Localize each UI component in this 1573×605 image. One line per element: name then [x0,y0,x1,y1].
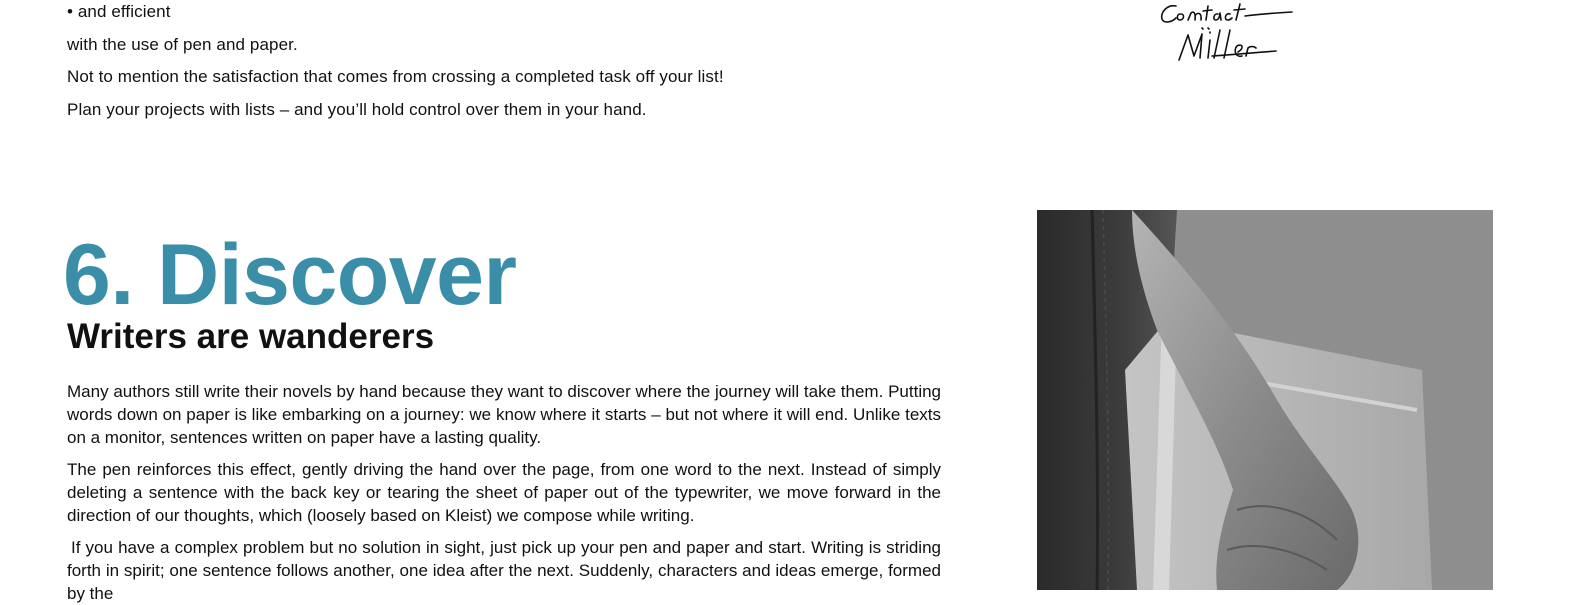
photo-hand-holding-notebook [1037,210,1493,590]
handwritten-signature [1150,0,1300,70]
text-line: with the use of pen and paper. [67,35,298,54]
body-paragraph: If you have a complex problem but no solution in sight, just pick up your pen and paper and start. Writing is striding forth in spirit; one sentence follows another, one idea after the next. Suddenly, characters and ideas emerge, formed by the [67,538,941,603]
body-paragraph: Many authors still write their novels by hand because they want to discover where the journey will take them. Putting words down on paper is like embarking on a journey: we know where it starts – but not where it will end. Unlike texts on a monitor, sentences written on paper have a lasting quality. [67,382,941,447]
text-line: Not to mention the satisfaction that comes from crossing a completed task off your list! [67,67,724,86]
text-line: Plan your projects with lists – and you’ll hold control over them in your hand. [67,100,647,119]
photo-illustration [1037,210,1493,590]
body-paragraph: The pen reinforces this effect, gently driving the hand over the page, from one word to the next. Instead of simply deleting a sentence with the back key or tearing the sheet of paper out of the typewriter, we move forward in the direction of our thoughts, which (loosely based on Kleist) we compose while writing. [67,460,941,525]
section-heading: 6. Discover [63,227,517,323]
section-subheading: Writers are wanderers [67,317,435,356]
bullet-line: • and efficient [67,2,171,21]
